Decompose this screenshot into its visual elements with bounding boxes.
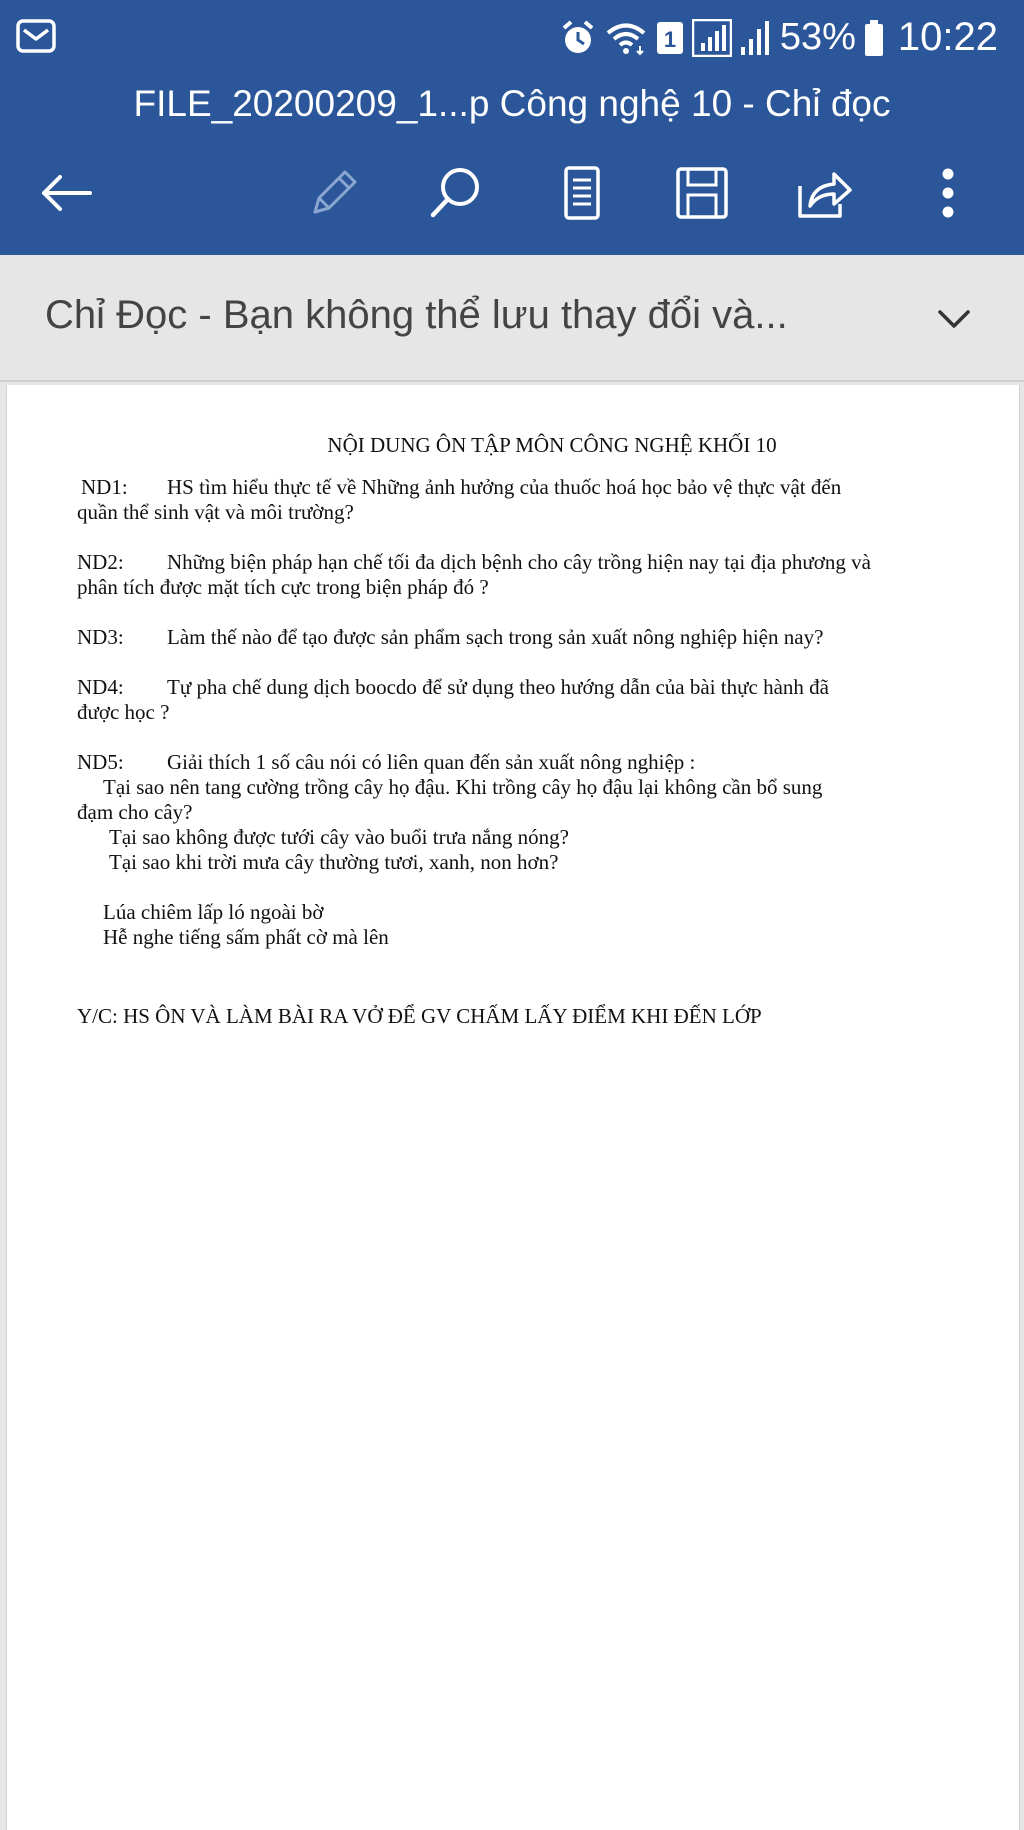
item-text: Những biện pháp hạn chế tối đa dịch bệnh cho cây trồng hiện nay tại địa phương và: [167, 550, 871, 574]
sim-slot-number: 1: [663, 26, 676, 52]
list-item-nd5: [77, 750, 997, 950]
signal-icon-2: [740, 19, 770, 57]
status-icons: [552, 10, 998, 65]
document-page[interactable]: [6, 385, 1020, 1830]
requirement-note: Y/C: HS ÔN VÀ LÀM BÀI RA VỞ ĐỂ GV CHẤM LẤY ĐIỂM KHI ĐẾN LỚP: [77, 1004, 762, 1028]
status-bar: [0, 0, 1024, 75]
edit-pencil-icon[interactable]: [306, 165, 362, 221]
item-label: ND5:: [77, 750, 124, 774]
question-2: Tại sao không được tưới cây vào buổi trưa nắng nóng?: [109, 825, 569, 849]
item-label: ND3:: [77, 625, 124, 649]
document-title: FILE_20200209_1...p Công nghệ 10 - Chỉ đọc: [133, 83, 891, 124]
battery-icon: [864, 19, 884, 57]
read-only-banner[interactable]: [0, 255, 1024, 382]
item-text-continued: quần thể sinh vật và môi trường?: [77, 500, 354, 524]
mail-icon: [16, 19, 56, 53]
share-icon[interactable]: [796, 165, 852, 221]
list-item: [77, 625, 997, 650]
item-text: Giải thích 1 số câu nói có liên quan đến sản xuất nông nghiệp :: [167, 750, 696, 774]
battery-percent: 53%: [779, 16, 856, 58]
question-3: Tại sao khi trời mưa cây thường tươi, xanh, non hơn?: [109, 850, 559, 874]
reading-view-icon[interactable]: [554, 165, 610, 221]
document-body: [77, 433, 997, 1029]
list-item: [77, 550, 997, 600]
search-icon[interactable]: [428, 165, 484, 221]
sim-icon: [656, 21, 684, 55]
clock: 10:22: [897, 15, 998, 59]
item-text: Tự pha chế dung dịch boocdo để sử dụng theo hướng dẫn của bài thực hành đã: [167, 675, 829, 699]
back-arrow-icon[interactable]: [38, 165, 94, 221]
signal-icon: [692, 19, 732, 57]
question-1-continued: đạm cho cây?: [77, 800, 193, 824]
document-heading: NỘI DUNG ÔN TẬP MÔN CÔNG NGHỆ KHỐI 10: [327, 433, 777, 457]
more-options-icon[interactable]: [920, 165, 976, 221]
read-only-message: Chỉ Đọc - Bạn không thể lưu thay đổi và...: [45, 293, 788, 337]
wifi-icon: [604, 20, 648, 56]
proverb-line-1: Lúa chiêm lấp ló ngoài bờ: [103, 900, 324, 924]
item-text: HS tìm hiểu thực tế về Những ảnh hưởng của thuốc hoá học bảo vệ thực vật đến: [167, 475, 842, 499]
item-label: ND1:: [81, 475, 128, 499]
question-1: Tại sao nên tang cường trồng cây họ đậu. Khi trồng cây họ đậu lại không cần bổ sung: [103, 775, 823, 799]
item-text-continued: phân tích được mặt tích cực trong biện pháp đó ?: [77, 575, 489, 599]
list-item: [77, 475, 997, 525]
alarm-icon: [560, 19, 596, 57]
item-text: Làm thế nào để tạo được sản phẩm sạch trong sản xuất nông nghiệp hiện nay?: [167, 625, 824, 649]
chevron-down-icon[interactable]: [932, 299, 976, 339]
item-label: ND4:: [77, 675, 124, 699]
list-item: [77, 675, 997, 725]
item-label: ND2:: [77, 550, 124, 574]
save-icon[interactable]: [674, 165, 730, 221]
proverb-line-2: Hễ nghe tiếng sấm phất cờ mà lên: [103, 925, 389, 949]
item-text-continued: được học ?: [77, 700, 170, 724]
